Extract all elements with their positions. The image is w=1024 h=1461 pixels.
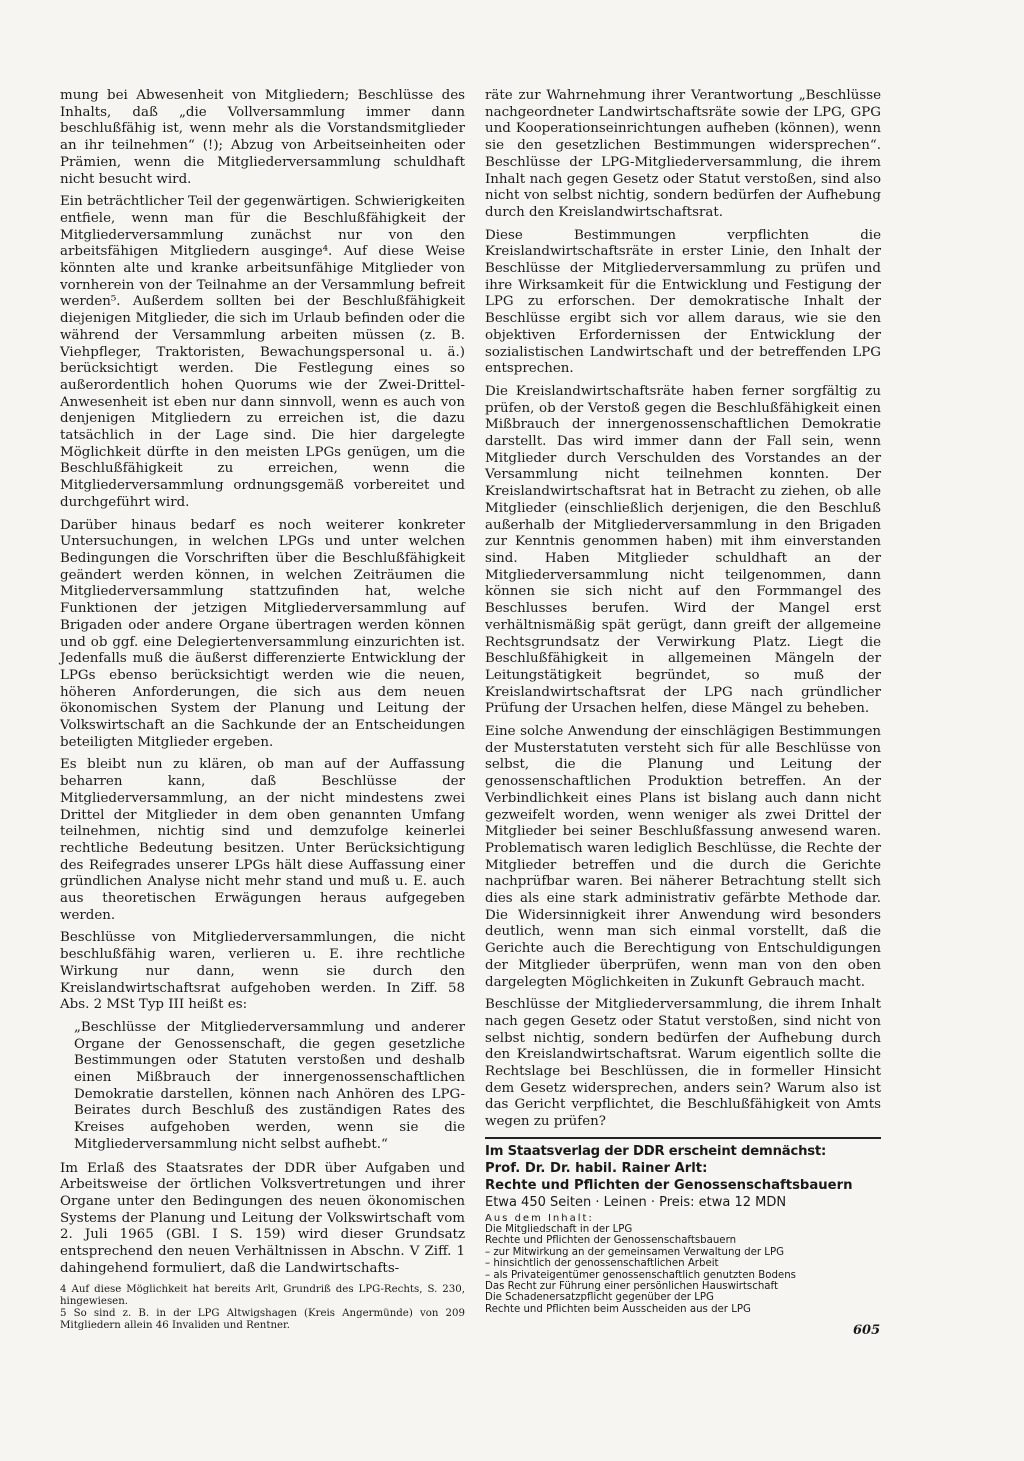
list-item: Rechte und Pflichten der Genossenschaftsbauern [485, 1235, 737, 1247]
list-item: Rechte und Pflichten beim Ausscheiden aus der LPG [485, 1303, 751, 1315]
page-number: 605 [853, 1323, 881, 1338]
list-item: – als Privateigentümer genossenschaftlich genutzten Bodens [485, 1269, 796, 1281]
list-item: – zur Mitwirkung an der gemeinsamen Verwaltung der LPG [485, 1246, 785, 1258]
ad-contents-list [485, 1224, 881, 1315]
right-column [485, 88, 881, 1315]
left-column [60, 88, 465, 1332]
list-item: Die Mitgliedschaft in der LPG [485, 1223, 633, 1235]
ad-book-title: Rechte und Pflichten der Genossenschaftsbauern [485, 1177, 853, 1193]
paragraph: Die Kreislandwirtschaftsräte haben ferner sorgfältig zu prüfen, ob der Verstoß gegen die Beschlußfähigkeit einen Mißbrauch der innergenossenschaftlichen Demokratie darstellt. Das wird immer dann der Fall sein, wenn Mitglieder durch Verschulden des Vorstandes an der Versammlung nicht teilnehmen konnten. Der Kreislandwirtschaftsrat hat in Betracht zu ziehen, ob alle Mitglieder (einschließlich derjenigen, die den Beschluß außerhalb der Mitgliederversammlung in den Brigaden zur Kenntnis genommen haben) mit ihm einverstanden sind. Haben Mitglieder schuldhaft an der Mitgliederversammlung nicht teilgenommen, dann können sie sich nicht auf den Formmangel des Beschlusses berufen. Wird der Mangel erst verhältnismäßig spät gerügt, dann greift der allgemeine Rechtsgrundsatz der Verwirkung Platz. Liegt die Beschlußfähigkeit in allgemeinen Mängeln der Leitungstätigkeit begründet, so muß der Kreislandwirtschaftsrat der LPG nach gründlicher Prüfung der Ursachen helfen, diese Mängel zu beheben. [485, 383, 881, 717]
paragraph: Diese Bestimmungen verpflichten die Kreislandwirtschaftsräte in erster Linie, den Inhalt der Beschlüsse der Mitgliederversammlung zu prüfen und ihre Wirksamkeit für die Entwicklung und Festigung der LPG zu erforschen. Der demokratische Inhalt der Beschlüsse ergibt sich vor allem daraus, wie sie den objektiven Erfordernissen der Entwicklung der sozialistischen Landwirtschaft und der betreffenden LPG entsprechen. [485, 227, 881, 377]
paragraph: Es bleibt nun zu klären, ob man auf der Auffassung beharren kann, daß Beschlüsse der Mitgliederversammlung, an der nicht mindestens zwei Drittel der Mitglieder in dem oben genannten Umfang teilnehmen, nichtig sind und demzufolge keinerlei rechtliche Bedeutung besitzen. Unter Berücksichtigung des Reifegrades unserer LPGs hält diese Auffassung einer gründlichen Analyse nicht mehr stand und muß u. E. auch aus theoretischen Erwägungen heraus aufgegeben werden. [60, 757, 465, 923]
paragraph: Beschlüsse der Mitgliederversammlung, die ihrem Inhalt nach gegen Gesetz oder Statut verstoßen, sind nicht von selbst nichtig, sondern bedürfen der Aufhebung durch den Kreislandwirtschaftsrat. Warum eigentlich sollte die Rechtslage bei Beschlüssen, die in formeller Hinsicht dem Gesetz widersprechen, anders sein? Warum also ist das Gericht verpflichtet, die Beschlußfähigkeit von Amts wegen zu prüfen? [485, 997, 881, 1130]
list-item: Das Recht zur Führung einer persönlichen Hauswirtschaft [485, 1280, 778, 1292]
footnote: 4 Auf diese Möglichkeit hat bereits Arlt, Grundriß des LPG-Rechts, S. 230, hingewiesen. [60, 1283, 465, 1307]
paragraph: Beschlüsse von Mitgliederversammlungen, die nicht beschlußfähig waren, verlieren u. E. ihre rechtliche Wirkung nur dann, wenn sie durch den Kreislandwirtschaftsrat aufgehoben werden. In Ziff. 58 Abs. 2 MSt Typ III heißt es: [60, 930, 465, 1013]
footnote: 5 So sind z. B. in der LPG Altwigshagen (Kreis Angermünde) von 209 Mitgliedern allein 46 Invaliden und Rentner. [60, 1307, 465, 1332]
paragraph: räte zur Wahrnehmung ihrer Verantwortung „Beschlüsse nachgeordneter Landwirtschaftsräte sowie der LPG, GPG und Kooperationseinrichtungen aufheben (können), wenn sie den gesetzlichen Bestimmungen widersprechen“. Beschlüsse der LPG-Mitgliederversammlung, die ihrem Inhalt nach gegen Gesetz oder Statut verstoßen, sind also nicht von selbst nichtig, sondern bedürfen der Aufhebung durch den Kreislandwirtschaftsrat. [485, 88, 881, 220]
paragraph: Im Erlaß des Staatsrates der DDR über Aufgaben und Arbeitsweise der örtlichen Volksvertretungen und ihrer Organe unter den Bedingungen des neuen ökonomischen Systems der Planung und Leitung der Volkswirtschaft vom 2. Juli 1965 (GBl. I S. 159) wird dieser Grundsatz entsprechend den neuen Verhältnissen in Abschn. V Ziff. 1 dahingehend formuliert, daß die Landwirtschafts- [60, 1160, 465, 1276]
paragraph: Eine solche Anwendung der einschlägigen Bestimmungen der Musterstatuten versteht sich für alle Beschlüsse von selbst, die die Planung und Leitung der genossenschaftlichen Produktion betreffen. An der Verbindlichkeit eines Plans ist bislang auch dann nicht gezweifelt worden, wenn weniger als zwei Drittel der Mitglieder bei seiner Beschlußfassung anwesend waren. Problematisch waren lediglich Beschlüsse, die Rechte der Mitglieder betreffen und die durch die Gerichte nachprüfbar waren. Bei näherer Betrachtung stellt sich dies als eine stark administrativ gefärbte Methode dar. Die Widersinnigkeit ihrer Anwendung wird besonders deutlich, wenn man sich einmal vorstellt, daß die Gerichte auch die Berechtigung von Entschuldigungen der Mitglieder überprüfen, wenn man von den oben dargelegten Möglichkeiten in Zukunft Gebrauch macht. [485, 724, 881, 990]
book-advertisement [485, 1137, 881, 1315]
list-item: Die Schadenersatzpflicht gegenüber der LPG [485, 1292, 714, 1304]
paragraph: Darüber hinaus bedarf es noch weiterer konkreter Untersuchungen, in welchen LPGs und unter welchen Bedingungen die Vorschriften über die Beschlußfähigkeit geändert werden können, in welchen Zeiträumen die Mitgliederversammlung stattzufinden hat, welche Funktionen der jetzigen Mitgliederversammlung auf Brigaden oder andere Organe übertragen werden können und ob ggf. eine Delegiertenversammlung einzurichten ist. Jedenfalls muß die äußerst differenzierte Entwicklung der LPGs ebenso berücksichtigt werden wie die neuen, höheren Anforderungen, die sich aus dem neuen ökonomischen System der Planung und Leitung der Volkswirtschaft an die Sachkunde der an Entscheidungen beteiligten Mitglieder ergeben. [60, 517, 465, 750]
ad-headline: Im Staatsverlag der DDR erscheint demnächst: [485, 1143, 827, 1159]
paragraph: Ein beträchtlicher Teil der gegenwärtigen. Schwierigkeiten entfiele, wenn man für die Beschlußfähigkeit der Mitgliederversammlung zunächst nur von den arbeitsfähigen Mitgliedern ausginge⁴. Auf diese Weise könnten alte und kranke arbeitsunfähige Mitglieder von vornherein von der Teilnahme an der Versammlung befreit werden⁵. Außerdem sollten bei der Beschlußfähigkeit diejenigen Mitglieder, die sich im Urlaub befinden oder die während der Versammlung arbeiten müssen (z. B. Viehpfleger, Traktoristen, Bewachungspersonal u. ä.) berücksichtigt werden. Die Festlegung eines so außerordentlich hohen Quorums wie der Zwei-Drittel-Anwesenheit ist eben nur dann sinnvoll, wenn es auch von denjenigen Mitgliedern zu erreichen ist, die dazu tatsächlich in der Lage sind. Die hier dargelegte Möglichkeit dürfte in den meisten LPGs genügen, um die Beschlußfähigkeit zu erreichen, wenn die Mitgliederversammlung ordnungsgemäß vorbereitet und durchgeführt wird. [60, 194, 466, 510]
list-item: – hinsichtlich der genossenschaftlichen Arbeit [485, 1258, 719, 1270]
ad-author: Prof. Dr. Dr. habil. Rainer Arlt: [485, 1160, 708, 1176]
ad-book-info: Etwa 450 Seiten · Leinen · Preis: etwa 12 MDN [485, 1194, 787, 1210]
footnotes [60, 1284, 465, 1333]
paragraph: mung bei Abwesenheit von Mitgliedern; Beschlüsse des Inhalts, daß „die Vollversammlung immer dann beschlußfähig ist, wenn mehr als die Vorstandsmitglieder an ihr teilnehmen“ (!); Abzug von Arbeitseinheiten oder Prämien, wenn die Mitgliederversammlung schuldhaft nicht besucht wird. [60, 88, 465, 187]
ad-contents-heading: Aus dem Inhalt: [485, 1212, 594, 1224]
block-quote: „Beschlüsse der Mitgliederversammlung und anderer Organe der Genossenschaft, die gegen gesetzliche Bestimmungen oder Statuten verstoßen und deshalb einen Mißbrauch der innergenossenschaftlichen Demokratie darstellen, können nach Anhören des LPG-Beirates durch Beschluß des zuständigen Rates des Kreises aufgehoben werden, wenn sie die Mitgliederversammlung nicht selbst aufhebt.“ [74, 1019, 465, 1152]
